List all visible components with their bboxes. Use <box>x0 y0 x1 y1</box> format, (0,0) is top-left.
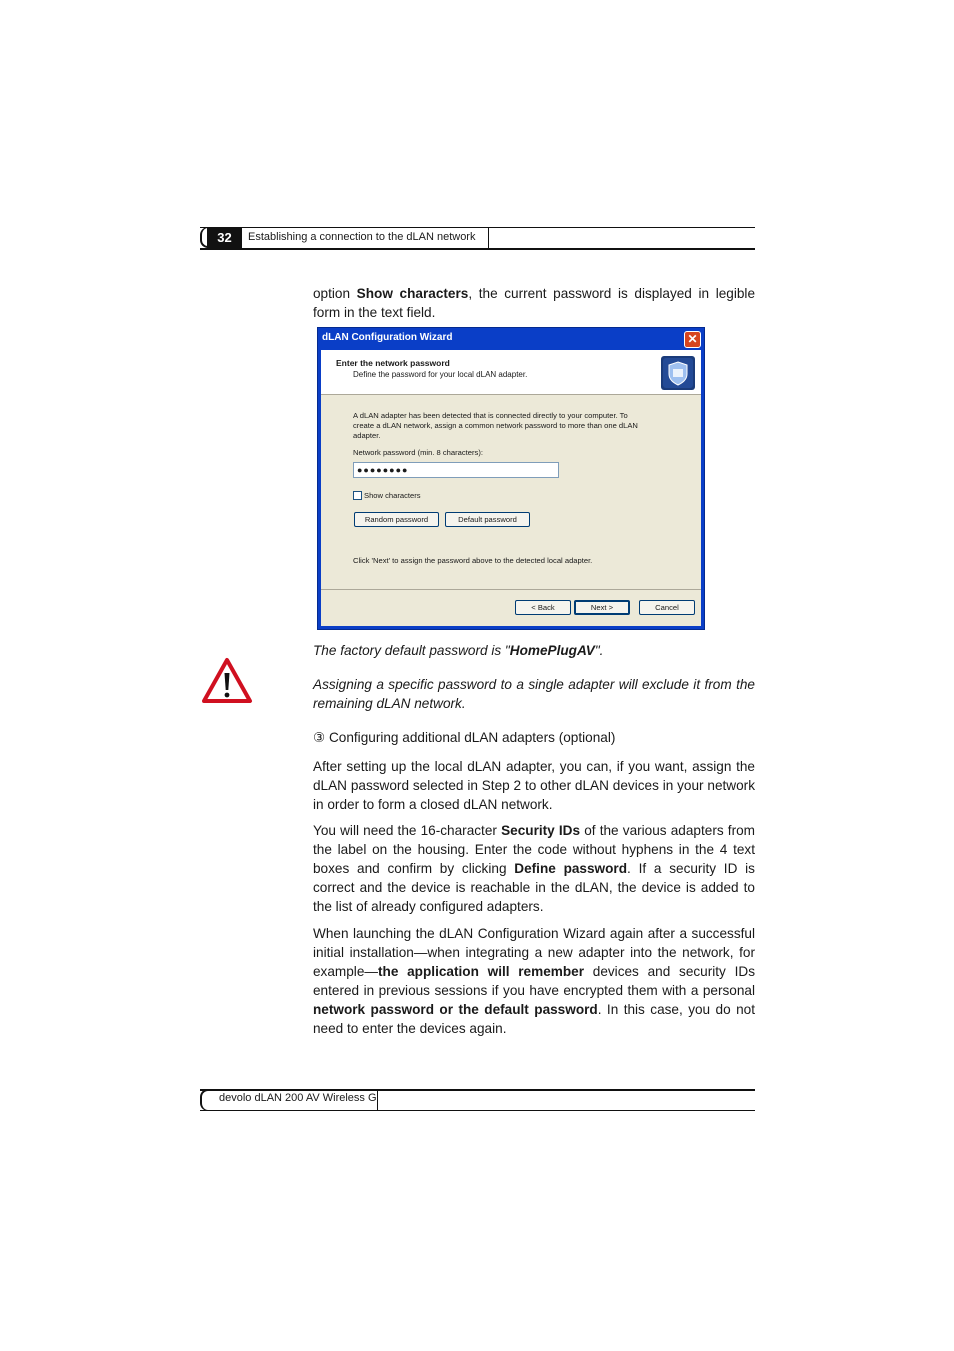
note-text-post: ". <box>594 643 604 658</box>
default-password-note <box>313 641 755 660</box>
note-text-pre: The factory default password is " <box>313 643 510 658</box>
dialog-heading: Enter the network password <box>336 358 450 368</box>
intro-text-pre: option <box>313 286 357 301</box>
back-button[interactable]: < Back <box>515 600 571 615</box>
password-label: Network password (min. 8 characters): <box>353 448 483 457</box>
paragraph-1: After setting up the local dLAN adapter, you can, if you want, assign the dLAN password selected in Step 2 to other dLAN devices in your network in order to form a closed dLAN network. <box>313 759 755 812</box>
p3-bold-password: network password or the default password <box>313 1002 598 1017</box>
footer-product: devolo dLAN 200 AV Wireless G <box>219 1092 377 1104</box>
step-title: Configuring additional dLAN adapters (optional) <box>328 730 616 745</box>
dialog-header <box>321 350 701 395</box>
dialog-info-line-3: adapter. <box>353 431 381 440</box>
dialog-button-bar <box>321 589 701 626</box>
p3-text-a: When launching the dLAN Configuration Wizard again after a successful initial installation—when integrating a new adapter into the network, for example— <box>313 926 755 979</box>
intro-paragraph <box>313 284 755 322</box>
warning-icon <box>201 657 253 705</box>
section-title: Establishing a connection to the dLAN network <box>248 231 476 243</box>
p2-text-a: You will need the 16-character <box>313 823 502 838</box>
dialog-subheading: Define the password for your local dLAN adapter. <box>353 370 528 379</box>
wizard-dialog <box>317 327 705 630</box>
random-password-button[interactable]: Random password <box>354 512 439 527</box>
show-characters-checkbox[interactable] <box>353 491 362 500</box>
paragraph-2 <box>313 821 755 916</box>
wizard-shield-icon <box>661 356 695 390</box>
default-password-value: HomePlugAV <box>509 643 595 658</box>
close-icon[interactable]: ✕ <box>684 331 701 348</box>
p2-bold-security-ids: Security IDs <box>501 823 581 838</box>
dialog-body <box>321 350 701 626</box>
password-input[interactable]: ●●●●●●●● <box>353 462 559 478</box>
next-hint: Click 'Next' to assign the password above to the detected local adapter. <box>353 556 593 565</box>
p3-text-c: devices and security IDs entered in previous sessions if you have encrypted them with a personal <box>313 964 755 998</box>
paragraph-3 <box>313 924 755 1038</box>
intro-bold-term: Show characters <box>356 286 469 301</box>
p2-text-c: of the various adapters from the label on the housing. Enter the code without hyphens in the 4 text boxes and confirm by clicking <box>313 823 755 876</box>
default-password-button[interactable]: Default password <box>445 512 530 527</box>
footer-cap <box>200 1089 210 1111</box>
header-separator <box>488 227 489 248</box>
dialog-info-line-2: create a dLAN network, assign a common network password to more than one dLAN <box>353 421 638 430</box>
p3-bold-remember: the application will remember <box>377 964 585 979</box>
step-marker: ③ <box>313 730 326 745</box>
header-rule-bottom <box>200 248 755 250</box>
cancel-button[interactable]: Cancel <box>639 600 695 615</box>
p3-text-e: . In this case, you do not need to enter the devices again. <box>313 1002 755 1036</box>
dialog-info-line-1: A dLAN adapter has been detected that is connected directly to your computer. To <box>353 411 628 420</box>
step-heading <box>313 728 755 747</box>
footer-rule-bottom <box>200 1110 755 1111</box>
p2-bold-define-password: Define password <box>514 861 628 876</box>
footer-separator <box>377 1089 378 1110</box>
show-characters-label: Show characters <box>364 491 421 500</box>
intro-text-post: , the current password is displayed in legible form in the text field. <box>313 286 756 320</box>
next-button[interactable]: Next > <box>574 600 630 615</box>
warning-text: Assigning a specific password to a single adapter will exclude it from the remaining dLAN network. <box>313 677 755 711</box>
page-number: 32 <box>207 227 242 248</box>
p2-text-e: . If a security ID is correct and the device is reachable in the dLAN, the device is added to the list of already configured adapters. <box>313 861 755 914</box>
dialog-title: dLAN Configuration Wizard <box>322 332 453 343</box>
